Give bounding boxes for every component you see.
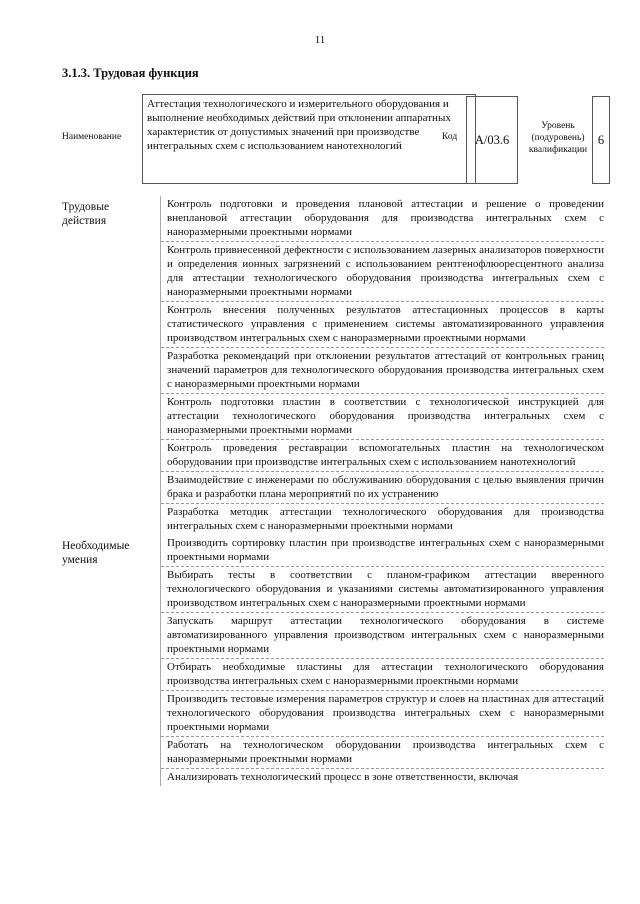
code-label: Код <box>442 132 458 142</box>
list-item: Контроль подготовки пластин в соответствии с технологической инструкцией для аттестации технологического оборудования производства интегральных схем с наноразмерными проектными нормами <box>161 394 604 440</box>
name-label: Наименование <box>62 132 122 142</box>
list-item: Работать на технологическом оборудовании производства интегральных схем с наноразмерными проектными нормами <box>161 737 604 769</box>
list-item: Контроль привнесенной дефектности с использованием лазерных анализаторов поверхности и определения ионных загрязнений с использованием рентгенофлюоресцентного анализа для аттестации технологического оборудования производства интегральных схем с наноразмерными проектными нормами <box>161 242 604 302</box>
required-skills-group <box>62 535 604 786</box>
list-item: Контроль внесения полученных результатов аттестационных процессов в карты статистического управления с применением системы автоматизированного управления производством интегральных схем с наноразмерными проектными нормами <box>161 302 604 348</box>
labor-actions-list <box>160 196 604 535</box>
list-item: Контроль подготовки и проведения плановой аттестации и решение о проведении внеплановой аттестации оборудования для производства интегральных схем с наноразмерными проектными нормами <box>161 196 604 242</box>
list-item: Разработка рекомендаций при отклонении результатов аттестаций от контрольных границ значений параметров для технологического оборудования производства интегральных схем с наноразмерными проектными нормами <box>161 348 604 394</box>
list-item: Производить сортировку пластин при производстве интегральных схем с наноразмерными проектными нормами <box>161 535 604 567</box>
function-header <box>62 94 612 184</box>
list-item: Анализировать технологический процесс в зоне ответственности, включая <box>167 771 519 783</box>
section-title: 3.1.3. Трудовая функция <box>62 66 199 80</box>
labor-actions-group <box>62 196 604 535</box>
list-item: Контроль проведения реставрации вспомогательных пластин на технологическом оборудовании при производстве интегральных схем с использованием нанотехнологий <box>161 440 604 472</box>
list-item: Разработка методик аттестации технологического оборудования для производства интегральных схем с наноразмерными проектными нормами <box>167 506 604 532</box>
list-item: Выбирать тесты в соответствии с планом-графиком аттестации вверенного технологического оборудования и указаниями системы автоматизированного управления производством интегральных схем с наноразмерными проектными нормами <box>161 567 604 613</box>
list-item: Запускать маршрут аттестации технологического оборудования в системе автоматизированного управления производством интегральных схем с наноразмерными проектными нормами <box>161 613 604 659</box>
function-table <box>62 196 604 786</box>
list-item: Взаимодействие с инженерами по обслуживанию оборудования с целью выявления причин брака и разработки плана мероприятий по их устранению <box>161 472 604 504</box>
page-number: 11 <box>314 34 326 46</box>
required-skills-list <box>160 535 604 786</box>
level-label: Уровень (подуровень) квалификации <box>528 121 588 155</box>
name-value: Аттестация технологического и измерительного оборудования и выполнение необходимых действий при отклонении аппаратных характеристик от допустимых значений при производстве интегральных схем с использованием нанотехнологий <box>142 94 476 184</box>
list-item: Отбирать необходимые пластины для аттестации технологического оборудования производства интегральных схем с наноразмерными проектными нормами <box>161 659 604 691</box>
labor-actions-label: Трудовые действия <box>62 201 110 227</box>
code-value: A/03.6 <box>466 96 518 184</box>
required-skills-label: Необходимые умения <box>62 540 130 566</box>
list-item: Производить тестовые измерения параметров структур и слоев на пластинах для аттестаций технологического оборудования производства интегральных схем с наноразмерными проектными нормами <box>161 691 604 737</box>
level-value: 6 <box>592 96 610 184</box>
